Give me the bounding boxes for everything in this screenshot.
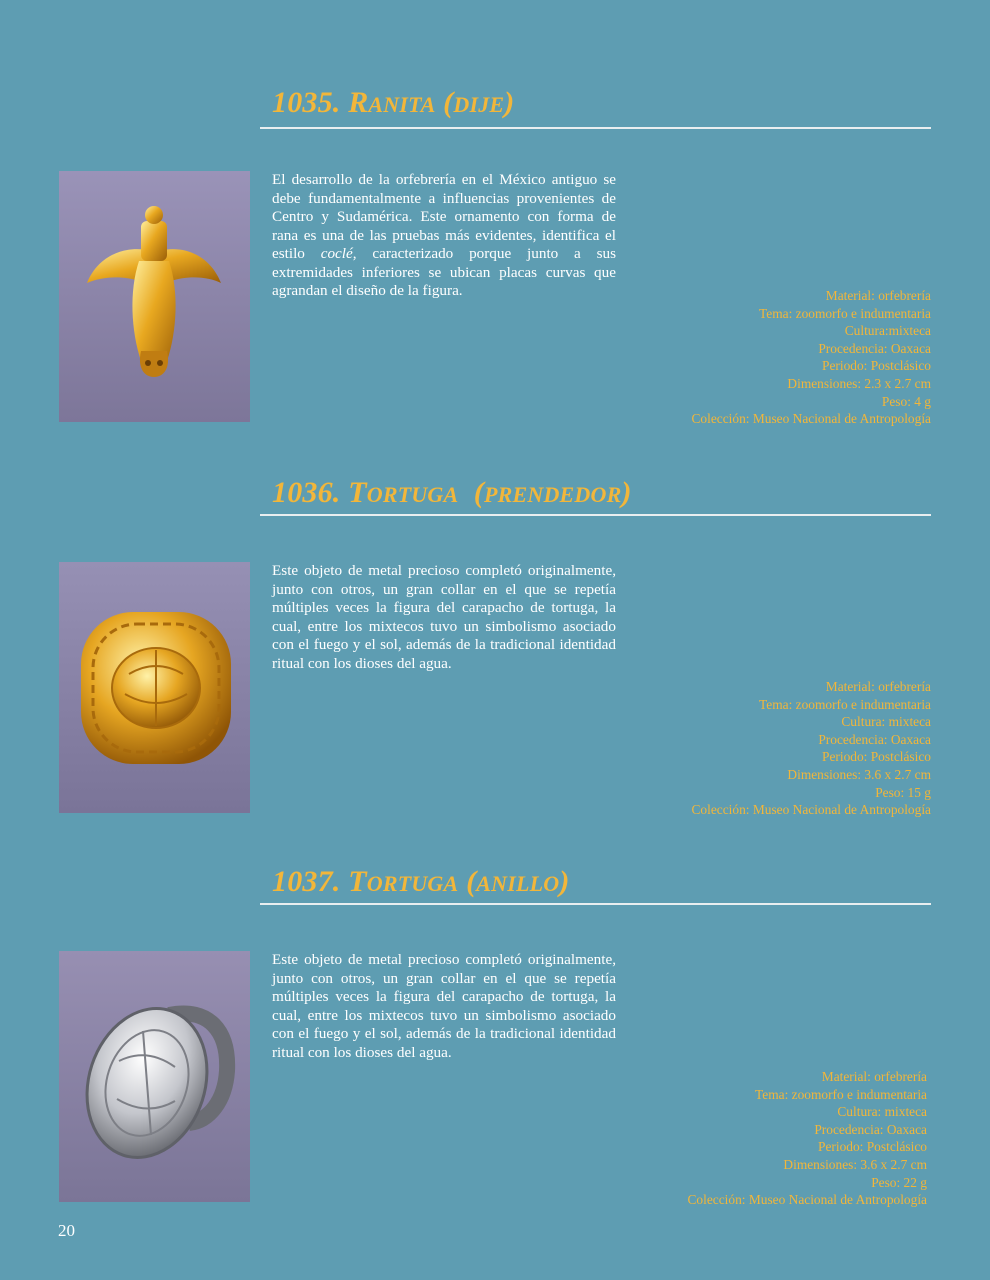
entry-name-rest: ORTUGA [366,482,459,507]
spec-material: Material: orfebrería [821,1069,927,1084]
entry-name-initial: T [348,476,367,509]
title-rule [260,514,931,516]
photo-gold-turtle-brooch [59,562,250,813]
spec-dimensiones: Dimensiones: 2.3 x 2.7 cm [787,375,931,391]
entry-type: (ANILLO) [466,865,570,898]
title-rule [260,903,931,905]
entry-number: 1037. [272,865,341,898]
entry-number: 1035. [272,86,341,119]
entry-title [272,88,515,118]
entry-name-initial: R [348,86,369,119]
spec-procedencia: Procedencia: Oaxaca [818,340,931,356]
page-number: 20 [58,1221,75,1240]
spec-tema: Tema: zoomorfo e indumentaria [759,696,931,712]
spec-coleccion: Colección: Museo Nacional de Antropología [687,1192,927,1208]
silver-turtle-ring-image [59,951,250,1202]
spec-peso: Peso: 22 g [871,1174,927,1190]
gold-turtle-brooch-image [59,562,250,813]
spec-peso: Peso: 4 g [881,393,931,409]
spec-periodo: Periodo: Postclásico [822,358,931,374]
entry-specs [571,678,931,819]
spec-cultura: Cultura: mixteca [837,1104,927,1120]
spec-periodo: Periodo: Postclásico [822,749,931,765]
title-rule [260,127,931,129]
spec-peso: Peso: 15 g [875,784,931,800]
spec-dimensiones: Dimensiones: 3.6 x 2.7 cm [787,766,931,782]
spec-coleccion: Colección: Museo Nacional de Antropología [691,411,931,427]
spec-tema: Tema: zoomorfo e indumentaria [755,1086,927,1102]
spec-material: Material: orfebrería [825,288,931,303]
entry-type: (DIJE) [443,86,515,119]
entry-description: Este objeto de metal precioso completó originalmente, junto con otros, un gran collar en el que se repetía múltiples veces la figura del carapacho de tortuga, la cual, entre los mixtecos tuvo un simbolismo asociado con el fuego y el sol, además de la tradicional identidad ritual con los dioses del agua. [272,562,616,672]
entry-specs [567,1068,927,1209]
spec-procedencia: Procedencia: Oaxaca [814,1121,927,1137]
spec-periodo: Periodo: Postclásico [818,1139,927,1155]
spec-cultura: Cultura: mixteca [841,714,931,730]
entry-description: Este objeto de metal precioso completó originalmente, junto con otros, un gran collar en el que se repetía múltiples veces la figura del carapacho de tortuga, la cual, entre los mixtecos tuvo un simbolismo asociado con el fuego y el sol, además de la tradicional identidad ritual con los dioses del agua. [272,951,616,1061]
spec-dimensiones: Dimensiones: 3.6 x 2.7 cm [783,1156,927,1172]
entry-name-rest: ORTUGA [366,871,459,896]
spec-procedencia: Procedencia: Oaxaca [818,731,931,747]
gold-frog-pendant-image [59,171,250,422]
spec-coleccion: Colección: Museo Nacional de Antropología [691,802,931,818]
entry-title [272,867,570,897]
entry-type: (PRENDEDOR) [473,476,632,509]
entry-specs [571,287,931,428]
spec-tema: Tema: zoomorfo e indumentaria [759,305,931,321]
entry-name-rest: ANITA [368,92,436,117]
entry-description: El desarrollo de la orfebrería en el México antiguo se debe fundamentalmente a influencias provenientes de Centro y Sudamérica. Este ornamento con forma de rana es una de las pruebas más evidentes, identifica el estilo coclé, caracterizado porque junto a sus extremidades inferiores se ubican placas curvas que agrandan el diseño de la figura. [272,171,616,299]
entry-name-initial: T [348,865,367,898]
entry-number: 1036. [272,476,341,509]
spec-cultura: Cultura:mixteca [844,323,931,339]
entry-title [272,478,632,508]
spec-material: Material: orfebrería [825,679,931,694]
photo-gold-frog-pendant [59,171,250,422]
photo-silver-turtle-ring [59,951,250,1202]
